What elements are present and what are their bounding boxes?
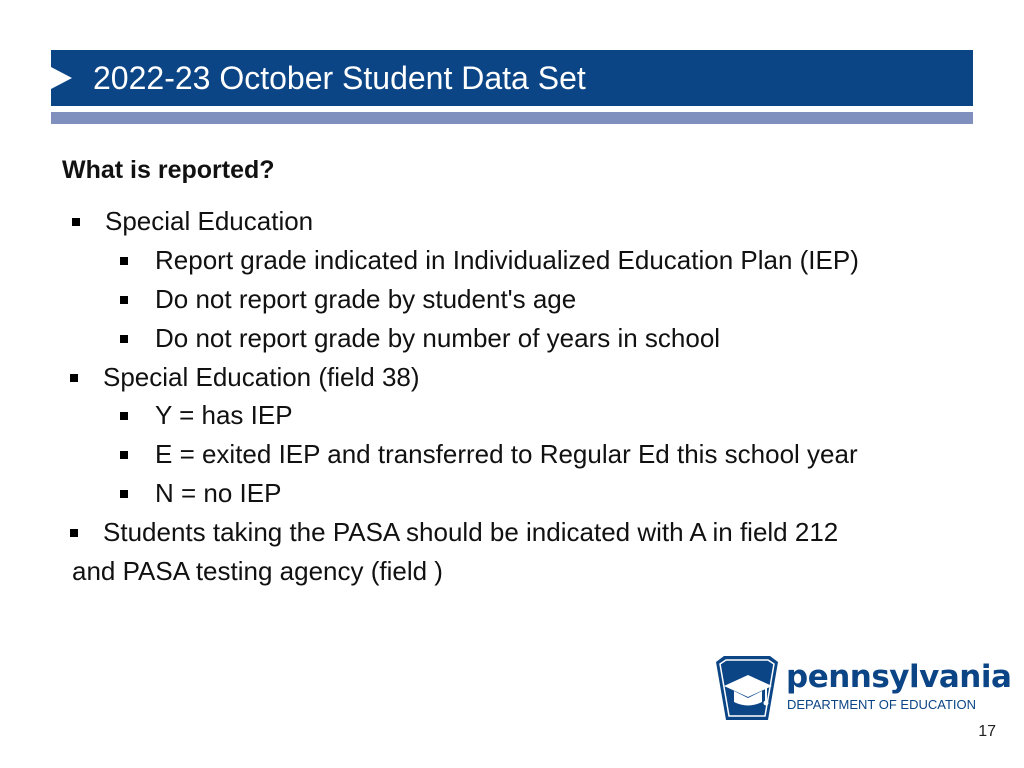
bullet-text: E = exited IEP and transferred to Regular Ed this school year (155, 439, 858, 469)
bullet-continuation: and PASA testing agency (field ) (72, 556, 443, 586)
bullet-text: Report grade indicated in Individualized Education Plan (IEP) (155, 245, 859, 275)
bullet-item (103, 516, 838, 548)
bullet-text: Students taking the PASA should be indicated with A in field 212 (103, 517, 839, 547)
square-bullet-icon (70, 529, 78, 537)
slide-title: 2022-23 October Student Data Set (93, 60, 586, 96)
square-bullet-icon (120, 490, 128, 498)
sub-bullet-item (155, 477, 281, 509)
bullet-text: Do not report grade by number of years in school (155, 323, 721, 353)
sub-bullet-item (155, 399, 293, 431)
bullet-item (105, 205, 313, 237)
sub-bullet-item (155, 438, 858, 470)
sub-bullet-item (155, 322, 720, 354)
bullet-text: Y = has IEP (155, 400, 293, 430)
bullet-text: N = no IEP (155, 478, 282, 508)
square-bullet-icon (120, 257, 128, 265)
square-bullet-icon (72, 218, 80, 226)
bullet-text: Do not report grade by student's age (155, 284, 577, 314)
page-number: 17 (978, 723, 996, 740)
sub-bullet-item (155, 244, 859, 276)
square-bullet-icon (70, 374, 78, 382)
bullet-text: Special Education (105, 206, 314, 236)
title-arrow-icon (51, 67, 72, 89)
square-bullet-icon (120, 451, 128, 459)
sub-bullet-item (155, 283, 576, 315)
section-heading: What is reported? (62, 156, 275, 184)
title-stripe (51, 112, 973, 124)
pennsylvania-education-logo (716, 656, 1012, 720)
square-bullet-icon (120, 412, 128, 420)
title-bar (51, 50, 973, 106)
square-bullet-icon (120, 335, 128, 343)
logo-subtitle: DEPARTMENT OF EDUCATION (787, 697, 976, 712)
square-bullet-icon (120, 296, 128, 304)
keystone-graduation-cap-icon (716, 656, 778, 720)
logo-wordmark: pennsylvania (786, 659, 1012, 695)
bullet-item (103, 361, 420, 393)
bullet-text: Special Education (field 38) (103, 362, 420, 392)
